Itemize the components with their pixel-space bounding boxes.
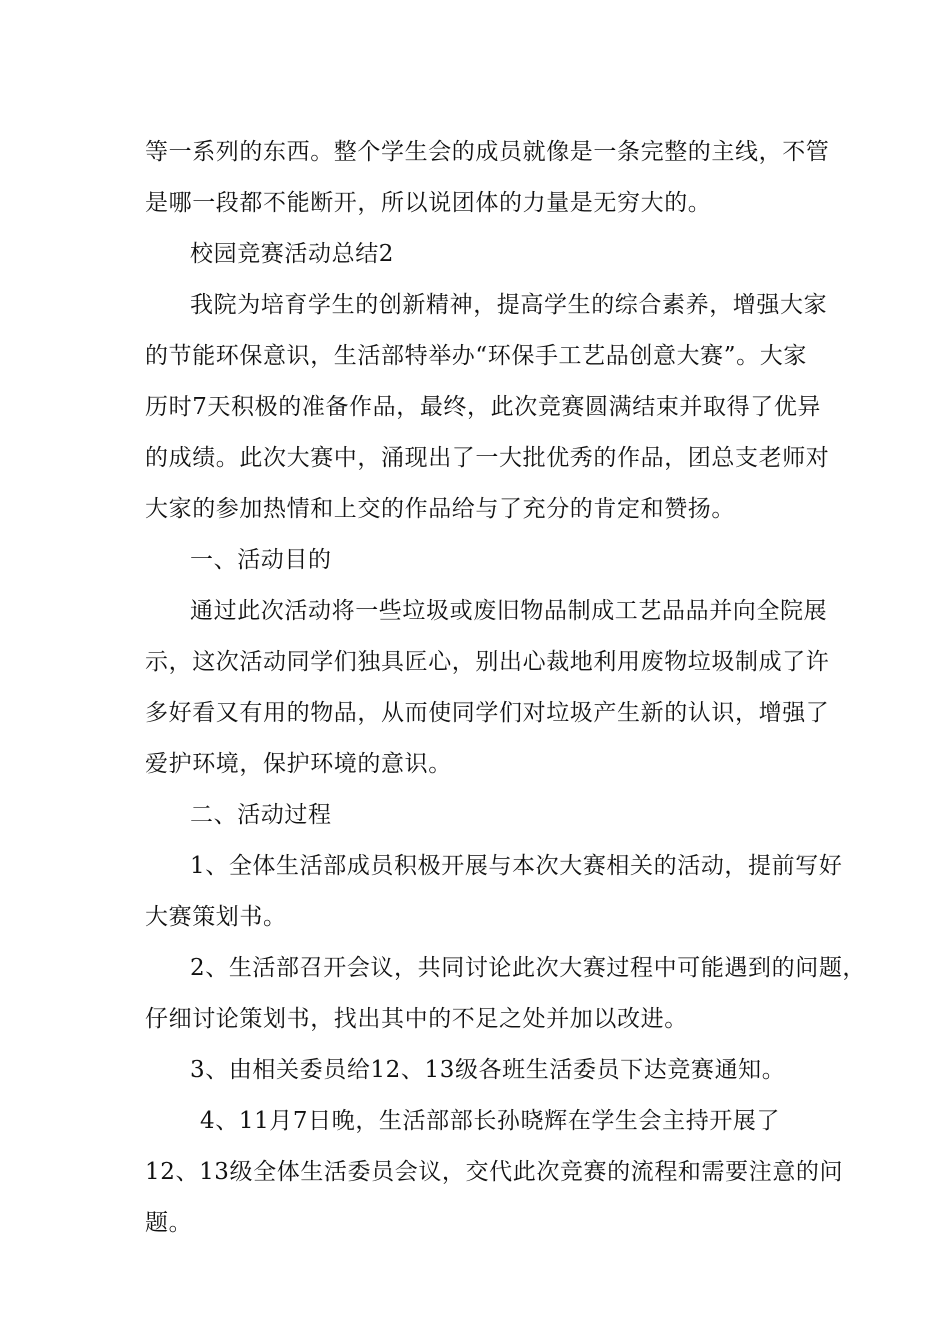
text-line: 示，这次活动同学们独具匠心，别出心裁地利用废物垃圾制成了许	[145, 649, 830, 675]
text-line: 是哪一段都不能断开，所以说团体的力量是无穷大的。	[145, 190, 712, 216]
text-line: 12、13级全体生活委员会议，交代此次竞赛的流程和需要注意的问	[145, 1159, 844, 1185]
text-line: 题。	[145, 1210, 193, 1236]
text-line: 我院为培育学生的创新精神，提高学生的综合素养，增强大家	[190, 292, 828, 318]
text-line: 2、生活部召开会议，共同讨论此次大赛过程中可能遇到的问题，	[190, 955, 867, 981]
text-line: 的节能环保意识，生活部特举办“环保手工艺品创意大赛”。大家	[145, 343, 807, 369]
text-line: 大赛策划书。	[145, 904, 287, 930]
text-line: 通过此次活动将一些垃圾或废旧物品制成工艺品品并向全院展	[190, 598, 828, 624]
section-heading: 一、活动目的	[190, 547, 332, 573]
text-line: 3、由相关委员给12、13级各班生活委员下达竞赛通知。	[190, 1057, 786, 1083]
section-heading: 校园竞赛活动总结2	[190, 241, 395, 267]
text-line: 4、11月7日晚，生活部部长孙晓辉在学生会主持开展了	[200, 1108, 781, 1134]
text-line: 仔细讨论策划书，找出其中的不足之处并加以改进。	[145, 1006, 688, 1032]
text-line: 历时7天积极的准备作品，最终，此次竞赛圆满结束并取得了优异	[145, 394, 822, 420]
section-heading: 二、活动过程	[190, 802, 332, 828]
text-line: 的成绩。此次大赛中，涌现出了一大批优秀的作品，团总支老师对	[145, 445, 830, 471]
text-line: 多好看又有用的物品，从而使同学们对垃圾产生新的认识，增强了	[145, 700, 830, 726]
text-line: 大家的参加热情和上交的作品给与了充分的肯定和赞扬。	[145, 496, 735, 522]
text-line: 爱护环境，保护环境的意识。	[145, 751, 452, 777]
text-line: 等一系列的东西。整个学生会的成员就像是一条完整的主线，不管	[145, 139, 830, 165]
text-line: 1、全体生活部成员积极开展与本次大赛相关的活动，提前写好	[190, 853, 843, 879]
